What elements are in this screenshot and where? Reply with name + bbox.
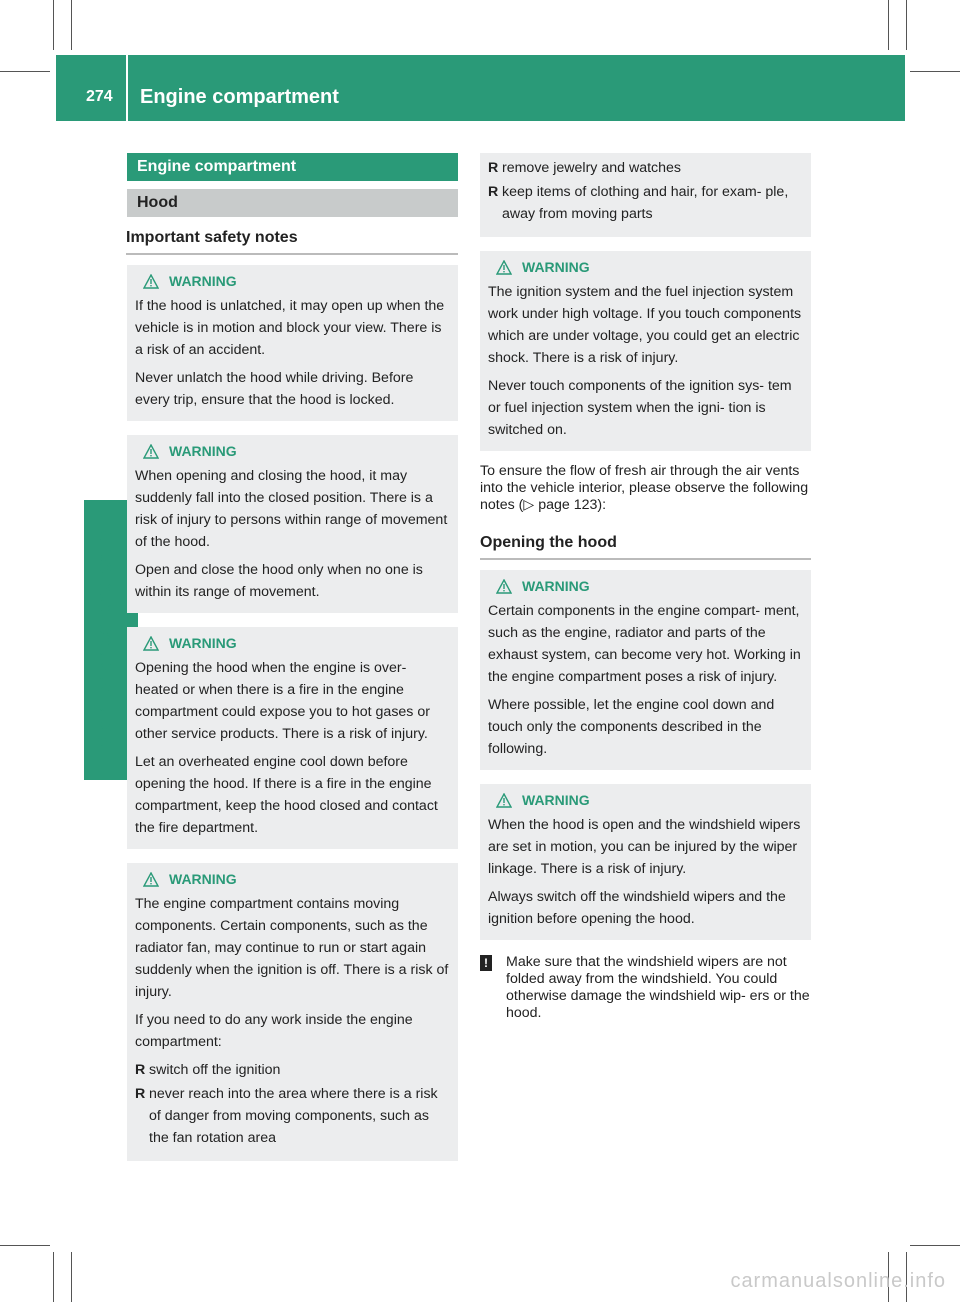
- list-item: [488, 181, 803, 225]
- warning-text: Opening the hood when the engine is over- heated or when there is a fire in the engine compartment could expose you to hot gases or other service products. There is a risk of injury.: [135, 660, 430, 742]
- list-item: [135, 1083, 450, 1149]
- watermark: carmanualsonline.info: [730, 1270, 946, 1292]
- heading-safety-notes: Important safety notes: [126, 229, 458, 255]
- list-item-text: never reach into the area where there is a risk of danger from moving components, such as the fan rotation area: [149, 1086, 438, 1146]
- warning-box: [127, 435, 458, 613]
- crop-mark: [906, 0, 907, 50]
- chapter-label: Maintenance and care: [93, 530, 116, 750]
- right-column: [480, 153, 811, 1022]
- list-item: [135, 1059, 450, 1081]
- heading-opening-hood: Opening the hood: [480, 534, 811, 560]
- bullet-icon: R: [135, 1086, 146, 1102]
- warning-box: [480, 251, 811, 451]
- warning-header: [143, 443, 450, 459]
- warning-triangle-icon: [143, 636, 159, 651]
- warning-text: Never unlatch the hood while driving. Before every trip, ensure that the hood is locked.: [135, 370, 414, 408]
- crop-mark: [53, 1252, 54, 1302]
- warning-box: [480, 784, 811, 940]
- warning-header: [143, 871, 450, 887]
- warning-label: WARNING: [169, 443, 237, 459]
- warning-triangle-icon: [496, 793, 512, 808]
- left-column: [127, 153, 458, 1161]
- crop-mark: [71, 1252, 72, 1302]
- warning-label: WARNING: [169, 871, 237, 887]
- warning-header: [496, 259, 803, 275]
- warning-triangle-icon: [496, 260, 512, 275]
- intro-text: To ensure the flow of fresh air through the air vents into the vehicle interior, please observe the following notes (: [480, 463, 809, 513]
- header-separator: [126, 55, 128, 121]
- warning-label: WARNING: [522, 578, 590, 594]
- warning-text: When opening and closing the hood, it may suddenly fall into the closed position. There is a risk of injury to persons within range of movement of the hood.: [135, 468, 448, 550]
- page-number: 274: [86, 88, 113, 105]
- crop-mark: [0, 71, 50, 72]
- warning-triangle-icon: [496, 579, 512, 594]
- note-text: Make sure that the windshield wipers are not folded away from the windshield. You could otherwise damage the windshield wip- ers or the hood.: [506, 954, 810, 1021]
- warning-header: [143, 273, 450, 289]
- warning-text: Always switch off the windshield wipers and the ignition before opening the hood.: [488, 889, 786, 927]
- warning-header: [496, 792, 803, 808]
- warning-text: The ignition system and the fuel injection system work under high voltage. If you touch components which are under voltage, you could get an electric shock. There is a risk of injury.: [488, 284, 802, 366]
- page-title: Engine compartment: [140, 86, 339, 108]
- warning-label: WARNING: [522, 259, 590, 275]
- warning-box: [480, 570, 811, 770]
- list-item-text: switch off the ignition: [149, 1062, 281, 1078]
- warning-box: [127, 863, 458, 1161]
- warning-box-continued: [480, 153, 811, 237]
- warning-text: Let an overheated engine cool down before opening the hood. If there is a fire in the engine compartment, keep the hood closed and contact the fire department.: [135, 754, 438, 836]
- crop-mark: [910, 71, 960, 72]
- warning-text: If the hood is unlatched, it may open up when the vehicle is in motion and block your view. There is a risk of an accident.: [135, 298, 445, 358]
- list-item-text: remove jewelry and watches: [502, 160, 681, 176]
- warning-text: Open and close the hood only when no one is within its range of movement.: [135, 562, 423, 600]
- warning-header: [143, 635, 450, 651]
- crop-mark: [71, 0, 72, 50]
- warning-label: WARNING: [169, 635, 237, 651]
- warning-box: [127, 265, 458, 421]
- caution-note: [480, 954, 811, 1022]
- warning-label: WARNING: [522, 792, 590, 808]
- crop-mark: [0, 1245, 50, 1246]
- warning-text: When the hood is open and the windshield wipers are set in motion, you can be injured by the wiper linkage. There is a risk of injury.: [488, 817, 801, 877]
- list-item: [488, 157, 803, 179]
- warning-label: WARNING: [169, 273, 237, 289]
- warning-text: The engine compartment contains moving components. Certain components, such as the radiator fan, may continue to run or start again suddenly when the ignition is off. There is a risk of injury.: [135, 896, 449, 1000]
- warning-text: Never touch components of the ignition sys- tem or fuel injection system when the igni- tion is switched on.: [488, 378, 792, 438]
- warning-triangle-icon: [143, 872, 159, 887]
- warning-text: If you need to do any work inside the engine compartment:: [135, 1012, 413, 1050]
- bullet-icon: R: [135, 1062, 146, 1078]
- page-reference-link[interactable]: ▷ page 123):: [523, 497, 607, 513]
- crop-mark: [53, 0, 54, 50]
- intro-paragraph: [480, 463, 811, 514]
- crop-mark: [910, 1245, 960, 1246]
- warning-text: Certain components in the engine compart- ment, such as the engine, radiator and parts of the exhaust system, can become very hot. Working in the engine compartment poses a risk of injury.: [488, 603, 801, 685]
- bullet-icon: R: [488, 160, 499, 176]
- exclamation-icon: !: [480, 955, 492, 971]
- warning-triangle-icon: [143, 274, 159, 289]
- section-title: Engine compartment: [127, 153, 458, 181]
- warning-text: Where possible, let the engine cool down and touch only the components described in the following.: [488, 697, 775, 757]
- bullet-icon: R: [488, 184, 499, 200]
- warning-box: [127, 627, 458, 849]
- subsection-title: Hood: [127, 189, 458, 217]
- list-item-text: keep items of clothing and hair, for exam- ple, away from moving parts: [502, 184, 789, 222]
- warning-triangle-icon: [143, 444, 159, 459]
- warning-header: [496, 578, 803, 594]
- crop-mark: [888, 0, 889, 50]
